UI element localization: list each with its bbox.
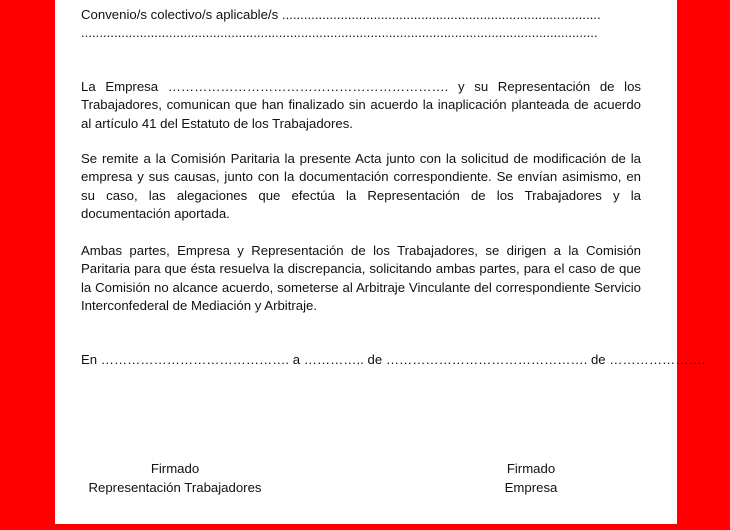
- paragraph-remision: Se remite a la Comisión Paritaria la presente Acta junto con la solicitud de modificación de la empresa y sus causas, junto con la documentación correspondiente. Se envían asimismo, en su caso, las alegaciones que efectúa la Representación de los Trabajadores y la documentación aportada.: [81, 151, 641, 221]
- signature-party: Empresa: [504, 480, 558, 495]
- paragraph-empresa: La Empresa ………………………………………………………. y su Representación de los Trabajadores, comunican que han finalizado sin acuerdo la inaplicación planteada de acuerdo al artículo 41 del Estatuto de los Trabajadores.: [81, 79, 641, 131]
- date-line: En ……………………………………. a ………….. de ………………………………………. de ………………….: [81, 352, 706, 367]
- signature-label: Firmado: [150, 461, 200, 476]
- convenio-line-2: .............................................................................................................................................: [81, 25, 598, 40]
- convenio-line-1: Convenio/s colectivo/s aplicable/s .......................................................................................: [81, 7, 601, 22]
- signature-label: Firmado: [506, 461, 556, 476]
- signature-representacion: [75, 459, 275, 497]
- paragraph-arbitraje: Ambas partes, Empresa y Representación de los Trabajadores, se dirigen a la Comisión Paritaria para que ésta resuelva la discrepancia, solicitando ambas partes, para el caso de que la Comisión no alcance acuerdo, someterse al Arbitraje Vinculante del correspondiente Servicio Interconfederal de Mediación y Arbitraje.: [81, 243, 641, 313]
- signature-empresa: [481, 459, 581, 497]
- document-sheet: [55, 0, 706, 524]
- signature-party: Representación Trabajadores: [88, 480, 262, 495]
